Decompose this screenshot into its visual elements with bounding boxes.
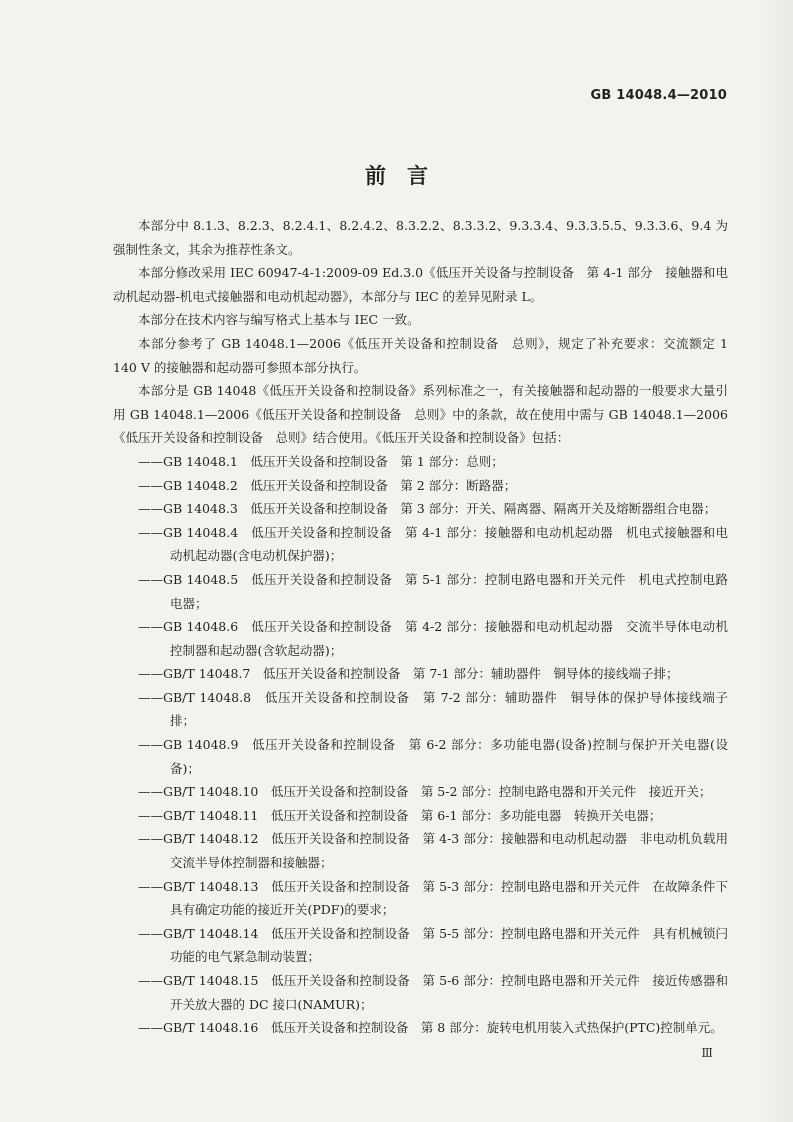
standards-list (113, 450, 728, 1040)
list-item: ——GB 14048.6 低压开关设备和控制设备 第 4-2 部分：接触器和电动机起动器 交流半导体电动机控制器和起动器(含软起动器)； (138, 619, 728, 658)
paragraph: 本部分在技术内容与编写格式上基本与 IEC 一致。 (138, 312, 420, 328)
list-item: ——GB/T 14048.16 低压开关设备和控制设备 第 8 部分：旋转电机用装入式热保护(PTC)控制单元。 (138, 1020, 723, 1036)
foreword-body (113, 214, 728, 1040)
list-item: ——GB 14048.9 低压开关设备和控制设备 第 6-2 部分：多功能电器(设备)控制与保护开关电器(设备)； (138, 737, 728, 776)
list-item: ——GB/T 14048.11 低压开关设备和控制设备 第 6-1 部分：多功能电器 转换开关电器； (138, 807, 662, 823)
paragraph: 本部分修改采用 IEC 60947-4-1:2009-09 Ed.3.0《低压开关设备与控制设备 第 4-1 部分 接触器和电动机起动器-机电式接触器和电动机起动器》，本部分与 IEC 的差异见附录 L。 (113, 265, 728, 304)
paragraph: 本部分是 GB 14048《低压开关设备和控制设备》系列标准之一，有关接触器和起动器的一般要求大量引用 GB 14048.1—2006《低压开关设备和控制设备 总则》中的条款，故在使用中需与 GB 14048.1—2006《低压开关设备和控制设备 总则》结合使用。《低压开关设备和控制设备》包括： (113, 383, 728, 446)
list-item: ——GB/T 14048.13 低压开关设备和控制设备 第 5-3 部分：控制电路电器和开关元件 在故障条件下具有确定功能的接近开关(PDF)的要求； (138, 878, 728, 918)
page-number: Ⅲ (701, 1046, 713, 1060)
list-item: ——GB/T 14048.10 低压开关设备和控制设备 第 5-2 部分：控制电路电器和开关元件 接近开关； (138, 784, 712, 800)
standard-code: GB 14048.4—2010 (590, 88, 727, 103)
list-item: ——GB/T 14048.14 低压开关设备和控制设备 第 5-5 部分：控制电路电器和开关元件 具有机械锁闩功能的电气紧急制动装置； (138, 925, 728, 965)
list-item: ——GB/T 14048.15 低压开关设备和控制设备 第 5-6 部分：控制电路电器和开关元件 接近传感器和开关放大器的 DC 接口(NAMUR)； (138, 973, 728, 1012)
list-item: ——GB 14048.4 低压开关设备和控制设备 第 4-1 部分：接触器和电动机起动器 机电式接触器和电动机起动器(含电动机保护器)； (138, 524, 728, 564)
list-item: ——GB/T 14048.7 低压开关设备和控制设备 第 7-1 部分：辅助器件 铜导体的接线端子排； (138, 666, 679, 682)
paragraph: 本部分参考了 GB 14048.1—2006《低压开关设备和控制设备 总则》，规定了补充要求：交流额定 1 140 V 的接触器和起动器可参照本部分执行。 (113, 335, 728, 375)
list-item: ——GB 14048.2 低压开关设备和控制设备 第 2 部分：断路器； (138, 477, 517, 493)
list-item: ——GB 14048.1 低压开关设备和控制设备 第 1 部分：总则； (138, 453, 504, 469)
list-item: ——GB 14048.3 低压开关设备和控制设备 第 3 部分：开关、隔离器、隔离开关及熔断器组合电器； (138, 501, 717, 517)
page-title: 前 言 (365, 164, 428, 188)
list-item: ——GB/T 14048.8 低压开关设备和控制设备 第 7-2 部分：辅助器件 铜导体的保护导体接线端子排； (138, 689, 728, 729)
list-item: ——GB/T 14048.12 低压开关设备和控制设备 第 4-3 部分：接触器和电动机起动器 非电动机负载用交流半导体控制器和接触器； (138, 831, 728, 871)
paragraph: 本部分中 8.1.3、8.2.3、8.2.4.1、8.2.4.2、8.3.2.2、8.3.3.2、9.3.3.4、9.3.3.5.5、9.3.3.6、9.4 为强制性条文，其余为推荐性条文。 (113, 218, 728, 257)
list-item: ——GB 14048.5 低压开关设备和控制设备 第 5-1 部分：控制电路电器和开关元件 机电式控制电路电器； (138, 571, 728, 611)
